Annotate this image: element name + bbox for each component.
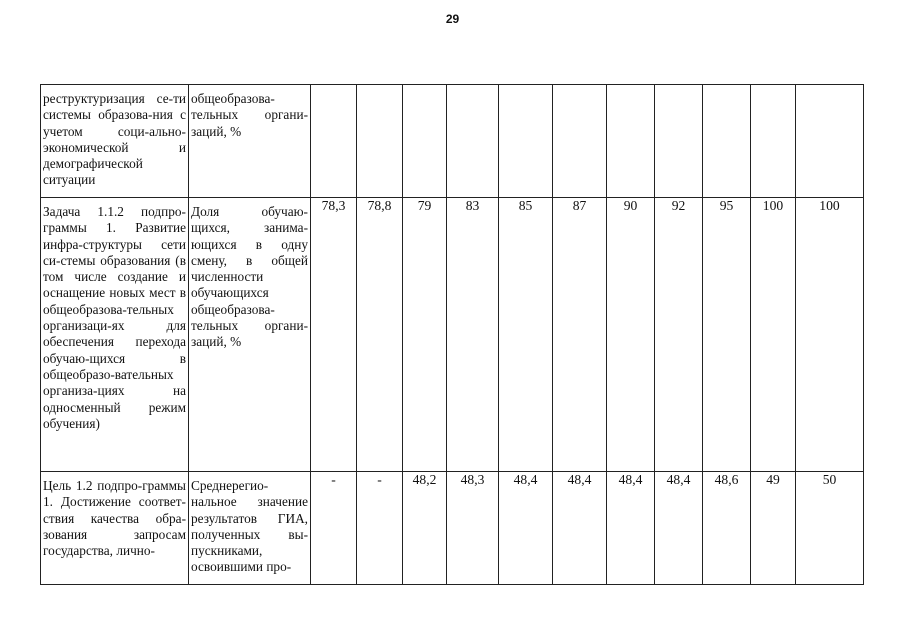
row-indicator-cell [189,198,311,472]
row-name-cell [41,472,189,585]
table-row [41,198,864,472]
value-cell: 100 [796,198,864,472]
value-cell: 90 [607,198,655,472]
row-indicator: Доля обучаю-щихся, занима-ющихся в одну смену, в общей численности обучающихся общеобразова-тельных органи-заций, % [191,204,308,350]
row-indicator: общеобразова-тельных органи-заций, % [191,91,308,139]
value-cell: 79 [403,198,447,472]
value-cell [655,85,703,198]
value-cell: 48,6 [703,472,751,585]
value-cell: 48,3 [447,472,499,585]
value-cell: 87 [553,198,607,472]
row-indicator: Среднерегио-нальное значение результатов ГИА, полученных вы-пускниками, освоившими про- [191,478,308,575]
value-cell: 83 [447,198,499,472]
row-indicator-cell [189,85,311,198]
value-cell: - [311,472,357,585]
value-cell: 48,4 [607,472,655,585]
value-cell: 95 [703,198,751,472]
table-body [41,85,864,585]
value-cell: 48,4 [499,472,553,585]
table-row [41,472,864,585]
value-cell: 100 [751,198,796,472]
value-cell: 78,3 [311,198,357,472]
value-cell: - [357,472,403,585]
value-cell [553,85,607,198]
value-cell: 50 [796,472,864,585]
value-cell [311,85,357,198]
row-name-cell [41,198,189,472]
page-number: 29 [445,12,460,26]
value-cell: 85 [499,198,553,472]
value-cell [796,85,864,198]
row-name-cell [41,85,189,198]
row-indicator-cell [189,472,311,585]
table-row [41,85,864,198]
value-cell: 92 [655,198,703,472]
value-cell: 48,2 [403,472,447,585]
value-cell: 48,4 [553,472,607,585]
value-cell: 78,8 [357,198,403,472]
indicator-table [40,84,864,585]
value-cell [751,85,796,198]
value-cell: 48,4 [655,472,703,585]
value-cell [607,85,655,198]
row-name: реструктуризация се-ти системы образова-ния с учетом соци-ально-экономической и демографической ситуации [43,91,186,188]
row-name: Цель 1.2 подпро-граммы 1. Достижение соответ-ствия качества обра-зования запросам государства, лично- [43,478,186,559]
value-cell [703,85,751,198]
value-cell: 49 [751,472,796,585]
value-cell [357,85,403,198]
value-cell [403,85,447,198]
value-cell [499,85,553,198]
value-cell [447,85,499,198]
row-name: Задача 1.1.2 подпро-граммы 1. Развитие инфра-структуры сети си-стемы образования (в том числе создание и оснащение новых мест в общеобразова-тельных организаци-ях для обеспечения перехода обучаю-щихся в общеобразо-вательных организа-циях на односменный режим обучения) [43,204,186,431]
